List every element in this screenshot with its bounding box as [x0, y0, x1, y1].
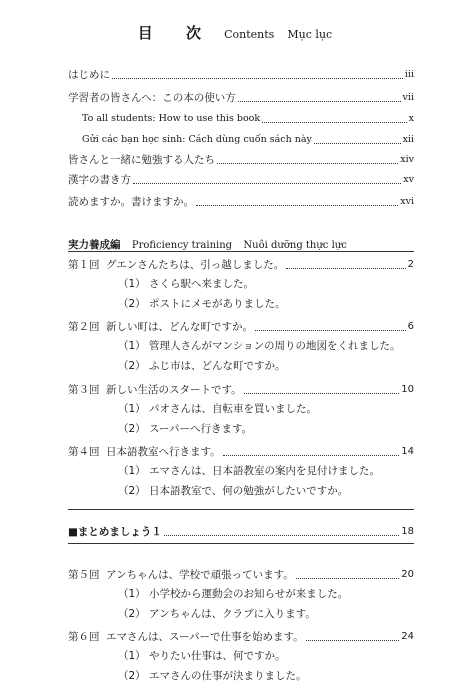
- lesson-number: 第２回: [68, 321, 100, 333]
- lesson-number: 第６回: [68, 631, 100, 643]
- lesson-number: 第３回: [68, 384, 100, 396]
- lesson-entry[interactable]: [68, 256, 414, 272]
- lesson-subentry[interactable]: （1） 小学校から運動会のお知らせが来ました。: [118, 588, 349, 600]
- toc-entry-label: 読めますか。書けますか。: [68, 196, 194, 208]
- toc-entry-page: x: [408, 113, 414, 124]
- review-title: ■まとめましょう１: [68, 526, 162, 538]
- lesson-number: 第５回: [68, 569, 100, 581]
- lesson-page: 6: [407, 321, 414, 332]
- toc-entry[interactable]: [68, 193, 414, 209]
- lesson-subentry[interactable]: （2） 日本語教室で、何の勉強がしたいですか。: [118, 485, 349, 497]
- toc-entry-page: iii: [404, 69, 414, 80]
- toc-entry[interactable]: [82, 131, 414, 147]
- leader-dots: [244, 393, 400, 394]
- toc-entry[interactable]: [68, 151, 414, 167]
- review-divider-bottom: [68, 543, 414, 544]
- toc-entry[interactable]: [68, 89, 414, 105]
- lesson-subentry[interactable]: （2） エマさんの仕事が決まりました。: [118, 670, 307, 682]
- lesson-page: 2: [407, 259, 414, 270]
- lesson-entry[interactable]: [68, 566, 414, 582]
- lesson-subentry[interactable]: （1） やりたい仕事は、何ですか。: [118, 650, 286, 662]
- title-vietnamese: Mục lục: [287, 28, 333, 41]
- leader-dots: [262, 122, 407, 123]
- lesson-entry[interactable]: [68, 318, 414, 334]
- toc-entry-page: xiv: [400, 154, 414, 165]
- section-divider: [68, 251, 414, 252]
- lesson-subentry[interactable]: （1） パオさんは、自転車を買いました。: [118, 403, 318, 415]
- leader-dots: [238, 101, 401, 102]
- lesson-entry[interactable]: [68, 381, 414, 397]
- lesson-subentry[interactable]: （2） ポストにメモがありました。: [118, 298, 286, 310]
- lesson-title: エマさんは、スーパーで仕事を始めます。: [106, 631, 304, 643]
- section-title-japanese: 実力養成編: [68, 239, 121, 251]
- section-title-english: Proficiency training: [131, 240, 233, 251]
- lesson-subentry[interactable]: （2） スーパーへ行きます。: [118, 423, 253, 435]
- lesson-subentry[interactable]: （1） 管理人さんがマンションの周りの地図をくれました。: [118, 340, 401, 352]
- review-entry[interactable]: [68, 523, 414, 539]
- lesson-title: 新しい生活のスタートです。: [106, 384, 242, 396]
- review-page: 18: [401, 526, 414, 537]
- lesson-subentry[interactable]: （2） ふじ市は、どんな町ですか。: [118, 360, 286, 372]
- lesson-page: 20: [401, 569, 414, 580]
- toc-entry-label: 皆さんと一緒に勉強する人たち: [68, 154, 215, 166]
- title-english: Contents: [224, 28, 275, 41]
- leader-dots: [286, 268, 405, 269]
- lesson-page: 10: [401, 384, 414, 395]
- leader-dots: [217, 163, 398, 164]
- lesson-title: 日本語教室へ行きます。: [106, 446, 221, 458]
- toc-entry-page: vii: [402, 92, 414, 103]
- lesson-number: 第１回: [68, 259, 100, 271]
- page-title: [0, 22, 470, 43]
- toc-entry[interactable]: [82, 110, 414, 126]
- review-divider-top: [68, 509, 414, 510]
- toc-entry[interactable]: [68, 66, 414, 82]
- leader-dots: [314, 143, 401, 144]
- toc-entry-label: はじめに: [68, 69, 110, 81]
- leader-dots: [196, 205, 398, 206]
- toc-entry-label: Gửi các bạn học sinh: Cách dùng cuốn sách này: [82, 134, 312, 145]
- title-japanese: 目 次: [137, 24, 216, 42]
- leader-dots: [164, 535, 399, 536]
- toc-entry-page: xii: [402, 134, 414, 145]
- lesson-subentry[interactable]: （1） エマさんは、日本語教室の案内を見付けました。: [118, 465, 381, 477]
- leader-dots: [133, 183, 401, 184]
- leader-dots: [255, 330, 406, 331]
- toc-entry[interactable]: [68, 171, 414, 187]
- lesson-entry[interactable]: [68, 443, 414, 459]
- leader-dots: [296, 578, 400, 579]
- toc-entry-page: xv: [403, 174, 414, 185]
- lesson-entry[interactable]: [68, 628, 414, 644]
- leader-dots: [112, 78, 403, 79]
- toc-entry-label: 学習者の皆さんへ：この本の使い方: [68, 92, 236, 104]
- lesson-subentry[interactable]: （1） さくら駅へ来ました。: [118, 278, 255, 290]
- lesson-number: 第４回: [68, 446, 100, 458]
- section-title-vietnamese: Nuôi dưỡng thực lực: [243, 240, 347, 251]
- toc-entry-label: 漢字の書き方: [68, 174, 131, 186]
- lesson-title: グエンさんたちは、引っ越しました。: [106, 259, 285, 271]
- toc-entry-label: To all students: How to use this book: [82, 113, 261, 124]
- lesson-title: 新しい町は、どんな町ですか。: [106, 321, 253, 333]
- lesson-subentry[interactable]: （2） アンちゃんは、クラブに入ります。: [118, 608, 316, 620]
- lesson-page: 14: [401, 446, 414, 457]
- lesson-page: 24: [401, 631, 414, 642]
- leader-dots: [223, 455, 400, 456]
- section-heading: [68, 237, 347, 252]
- lesson-title: アンちゃんは、学校で頑張っています。: [106, 569, 294, 581]
- toc-entry-page: xvi: [400, 196, 414, 207]
- leader-dots: [306, 640, 400, 641]
